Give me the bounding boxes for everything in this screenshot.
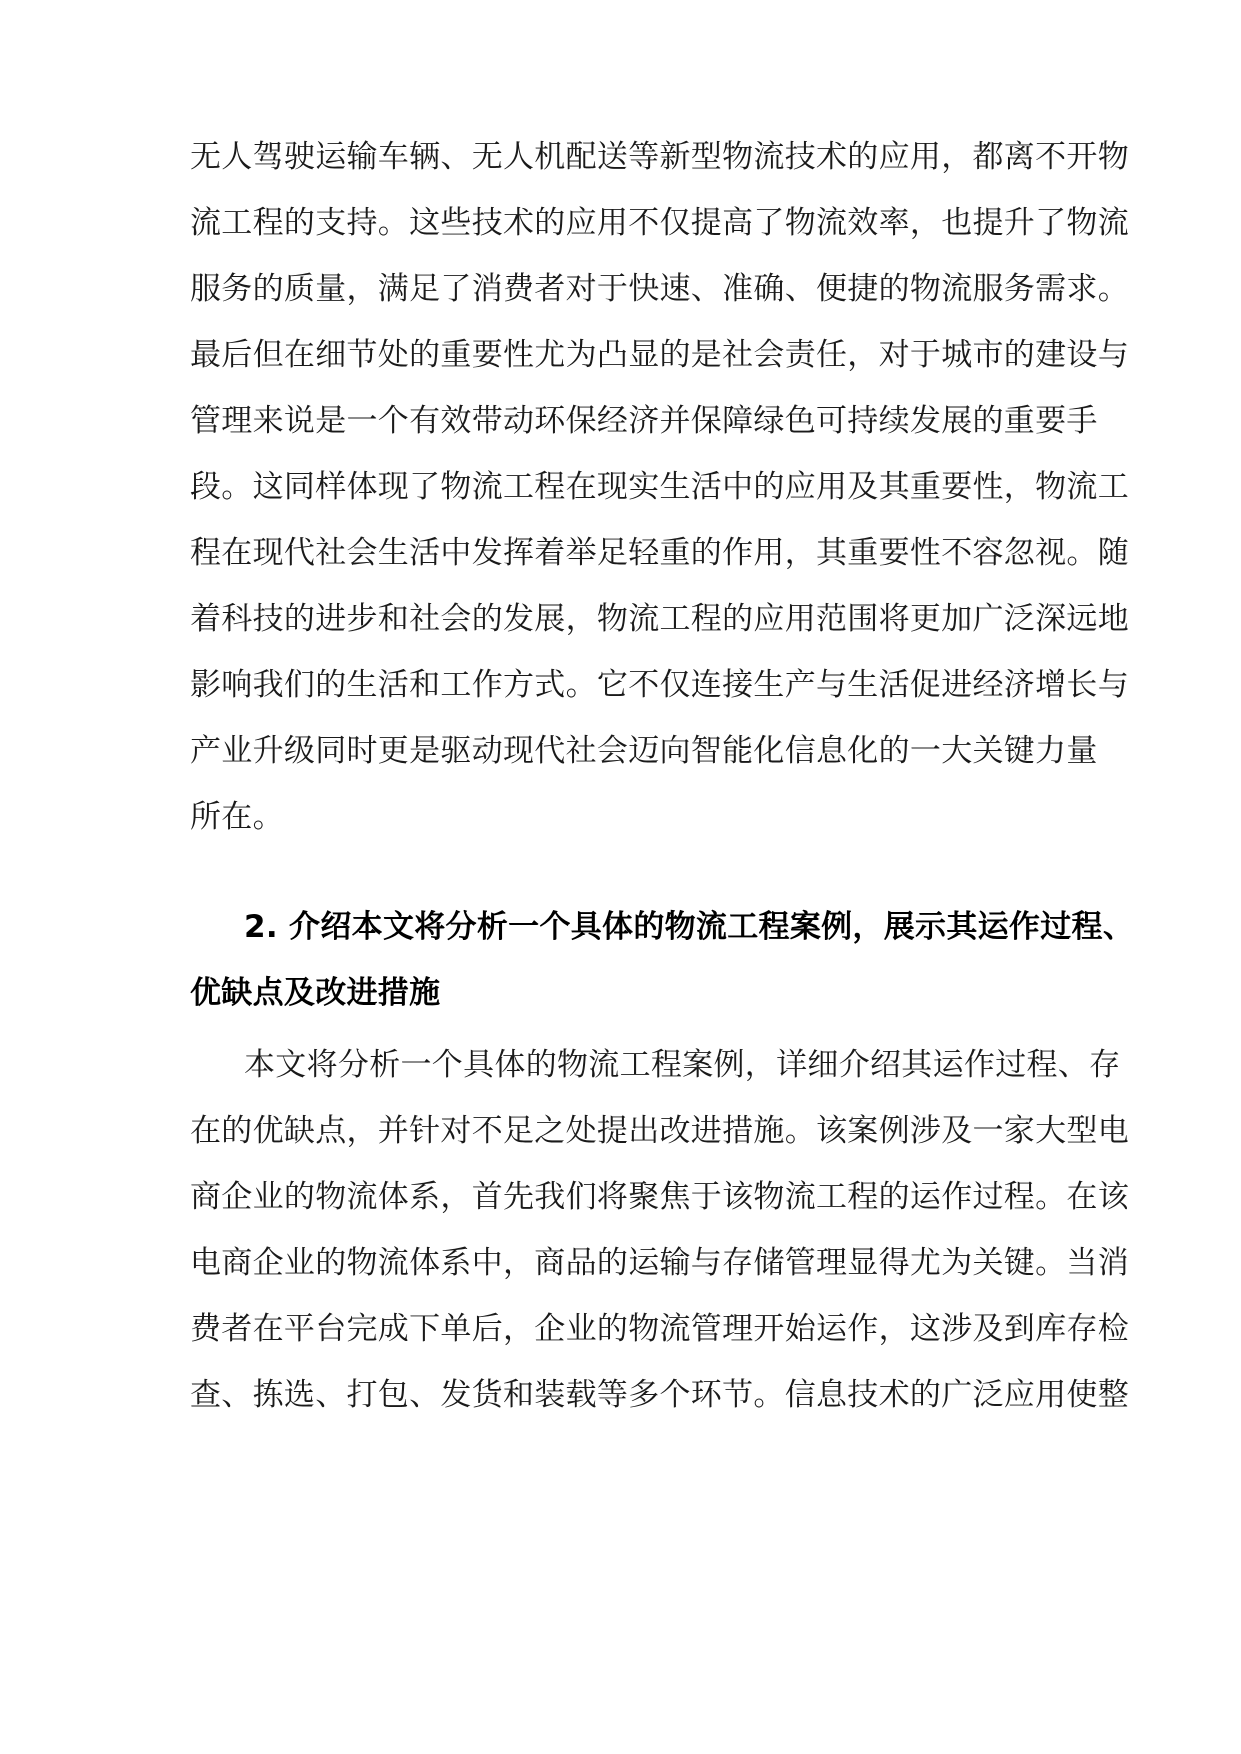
text-line: 流工程的支持。这些技术的应用不仅提高了物流效率，也提升了物流 [190,205,1129,241]
text-line: 着科技的进步和社会的发展，物流工程的应用范围将更加广泛深远地 [190,601,1129,637]
heading-line: 优缺点及改进措施 [190,975,441,1011]
text-line: 产业升级同时更是驱动现代社会迈向智能化信息化的一大关键力量 [190,733,1098,769]
text-line: 电商企业的物流体系中，商品的运输与存储管理显得尤为关键。当消 [190,1245,1129,1281]
heading-line: 2. 介绍本文将分析一个具体的物流工程案例，展示其运作过程、 [244,909,1135,945]
text-line: 商企业的物流体系，首先我们将聚焦于该物流工程的运作过程。在该 [190,1179,1129,1215]
text-line: 查、拣选、打包、发货和装载等多个环节。信息技术的广泛应用使整 [190,1377,1129,1413]
text-line: 在的优缺点，并针对不足之处提出改进措施。该案例涉及一家大型电 [190,1113,1129,1149]
text-line: 段。这同样体现了物流工程在现实生活中的应用及其重要性，物流工 [190,469,1129,505]
text-line: 管理来说是一个有效带动环保经济并保障绿色可持续发展的重要手 [190,403,1098,439]
text-line: 程在现代社会生活中发挥着举足轻重的作用，其重要性不容忽视。随 [190,535,1129,571]
text-line: 服务的质量，满足了消费者对于快速、准确、便捷的物流服务需求。 [190,271,1129,307]
text-line: 无人驾驶运输车辆、无人机配送等新型物流技术的应用，都离不开物 [190,139,1129,175]
text-line: 影响我们的生活和工作方式。它不仅连接生产与生活促进经济增长与 [190,667,1129,703]
text-line: 本文将分析一个具体的物流工程案例，详细介绍其运作过程、存 [244,1047,1121,1083]
text-line: 费者在平台完成下单后，企业的物流管理开始运作，这涉及到库存检 [190,1311,1129,1347]
text-line: 最后但在细节处的重要性尤为凸显的是社会责任，对于城市的建设与 [190,337,1129,373]
text-line: 所在。 [190,799,284,835]
